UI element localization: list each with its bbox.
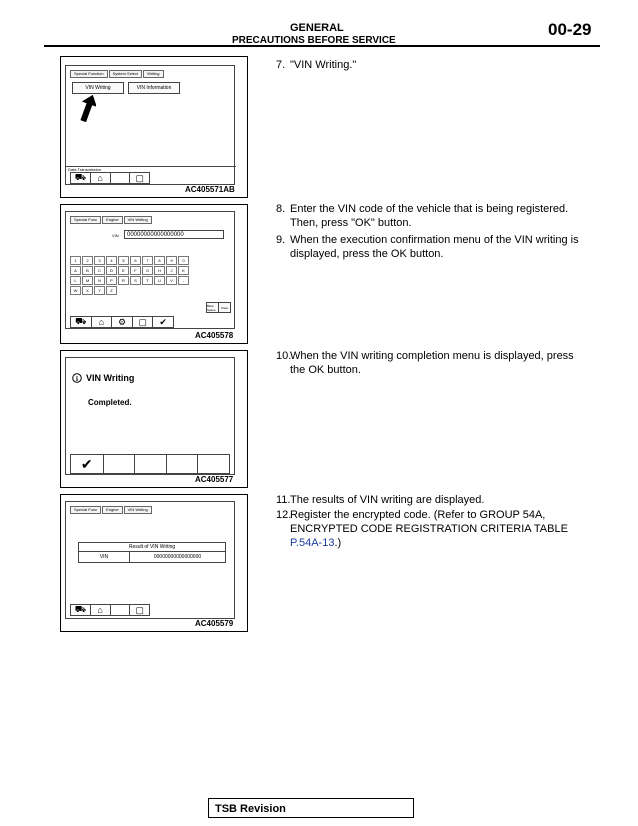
step-text: Register the encrypted code. (Refer to GROUP 54A, — [290, 509, 546, 521]
keyboard-key[interactable]: M — [82, 276, 93, 285]
keyboard-key[interactable]: G — [142, 266, 153, 275]
tsb-revision-box: TSB Revision — [208, 798, 414, 818]
step-12 — [276, 508, 596, 550]
trash-icon[interactable]: ▢ — [133, 317, 154, 327]
keyboard-key[interactable]: 5 — [118, 256, 129, 265]
step-text-cont: displayed, press the OK button. — [290, 248, 444, 260]
dialog-message: Completed. — [88, 398, 132, 407]
vin-input[interactable]: 00000000000000000 — [124, 230, 224, 239]
figure-code: AC405578 — [195, 331, 234, 340]
crumb: Writing — [143, 70, 163, 78]
section-subtitle: PRECAUTIONS BEFORE SERVICE — [232, 35, 396, 46]
crumb: VIN Writing — [124, 216, 152, 224]
keyboard-key[interactable]: 9 — [166, 256, 177, 265]
step-text-cont: ENCRYPTED CODE REGISTRATION CRITERIA TABLE — [290, 523, 568, 535]
keyboard-key[interactable]: L — [70, 276, 81, 285]
dialog-button-bar — [70, 454, 230, 474]
breadcrumb — [70, 216, 152, 224]
step-11 — [276, 493, 596, 507]
crumb: System Select — [109, 70, 143, 78]
check-icon[interactable]: ✔ — [159, 316, 167, 327]
result-row-value: 00000000000000000 — [153, 554, 202, 560]
blank-key[interactable] — [104, 455, 136, 473]
result-row-label: VIN — [79, 552, 130, 562]
home-icon[interactable]: ⌂ — [92, 317, 113, 327]
keyboard-key[interactable]: V — [166, 276, 177, 285]
key-row — [70, 256, 190, 266]
key-row — [70, 266, 190, 276]
step-7 — [276, 58, 596, 72]
keyboard-key[interactable]: B — [82, 266, 93, 275]
breadcrumb — [70, 70, 164, 78]
keyboard-key[interactable]: 4 — [106, 256, 117, 265]
result-row — [79, 552, 225, 562]
keyboard — [70, 256, 190, 296]
step-10 — [276, 349, 596, 377]
step-9 — [276, 233, 596, 261]
step-text: When the VIN writing completion menu is displayed, press — [290, 350, 574, 362]
step-text-cont: the OK button. — [290, 364, 361, 376]
figure-code: AC405579 — [195, 619, 234, 628]
dialog-title: VIN Writing — [86, 373, 135, 383]
vin-writing-button[interactable]: VIN Writing — [72, 82, 124, 94]
arrow-icon — [80, 94, 96, 122]
keyboard-key[interactable]: R — [118, 276, 129, 285]
crumb: Special Func — [70, 216, 101, 224]
vin-information-button[interactable]: VIN Information — [128, 82, 180, 94]
blank-key[interactable] — [198, 455, 229, 473]
trash-icon[interactable]: ▢ — [135, 604, 144, 615]
figure-code: AC405577 — [195, 475, 234, 484]
keyboard-key[interactable]: D — [106, 266, 117, 275]
keyboard-key[interactable]: N — [94, 276, 105, 285]
figure-vin-writing-menu — [60, 56, 248, 198]
step-text: When the execution confirmation menu of the VIN writing is — [290, 234, 579, 246]
check-icon[interactable]: ✔ — [71, 455, 104, 473]
keyboard-key[interactable]: H — [154, 266, 165, 275]
key-row — [70, 286, 190, 296]
home-icon[interactable]: ⌂ — [91, 173, 111, 183]
home-icon[interactable]: ⌂ — [91, 605, 111, 615]
keyboard-key[interactable]: 6 — [130, 256, 141, 265]
key-row — [70, 276, 190, 286]
step-number: 11. — [276, 494, 291, 506]
result-table-title: Result of VIN Writing — [79, 543, 225, 552]
tester-screen — [65, 211, 235, 329]
step-number: 7. — [276, 59, 286, 71]
tester-screen — [65, 501, 235, 619]
keyboard-key[interactable]: X — [82, 286, 93, 295]
car-icon[interactable]: ⛟ — [71, 605, 91, 615]
keyboard-key[interactable]: J — [166, 266, 177, 275]
step-number: 10. — [276, 350, 292, 362]
backspace-key[interactable]: Back Space — [206, 302, 219, 313]
keyboard-key[interactable]: 3 — [94, 256, 105, 265]
page-number: 00-29 — [548, 20, 592, 39]
figure-vin-result — [60, 494, 248, 632]
step-text: "VIN Writing." — [290, 59, 357, 71]
keyboard-key[interactable]: P — [106, 276, 117, 285]
blank-key[interactable] — [111, 173, 131, 183]
step-text: Enter the VIN code of the vehicle that is being registered. — [290, 203, 569, 215]
tester-screen — [65, 357, 235, 475]
trash-icon[interactable]: ▢ — [135, 172, 144, 183]
tester-toolbar — [70, 316, 174, 328]
keyboard-key[interactable]: Y — [94, 286, 105, 295]
step-text-cont: Then, press "OK" button. — [290, 217, 412, 229]
step-text-tail: .) — [334, 537, 342, 549]
status-bar: Data Transmission — [66, 166, 236, 172]
tester-toolbar — [70, 604, 150, 616]
crumb: Special Function — [70, 70, 108, 78]
vin-field-label: VIN — [112, 233, 119, 238]
blank-key[interactable] — [111, 605, 131, 615]
step-number: 8. — [276, 203, 286, 215]
figure-code: AC405571AB — [185, 185, 235, 194]
keyboard-key[interactable]: W — [70, 286, 81, 295]
keyboard-key[interactable]: A — [70, 266, 81, 275]
breadcrumb — [70, 506, 152, 514]
crumb: Engine — [102, 216, 122, 224]
keyboard-key[interactable]: 2 — [82, 256, 93, 265]
step-text: The results of VIN writing are displayed. — [290, 494, 485, 506]
info-icon — [72, 373, 82, 383]
keyboard-key[interactable]: 8 — [154, 256, 165, 265]
figure-vin-completed — [60, 350, 248, 488]
keyboard-key[interactable]: U — [154, 276, 165, 285]
header-rule — [44, 45, 600, 47]
blank-key[interactable] — [135, 455, 167, 473]
car-icon[interactable]: ⛟ — [71, 317, 92, 327]
keyboard-key[interactable]: S — [130, 276, 141, 285]
result-table — [78, 542, 226, 563]
step-number: 12. — [276, 509, 292, 521]
section-title: GENERAL — [290, 22, 344, 34]
tester-toolbar — [70, 172, 150, 184]
clear-key[interactable]: Clear — [218, 302, 231, 313]
tester-screen — [65, 65, 235, 185]
keyboard-key[interactable]: K — [178, 266, 189, 275]
step-8 — [276, 202, 596, 230]
blank-key[interactable] — [167, 455, 199, 473]
crumb: Special Func — [70, 506, 101, 514]
gear-icon[interactable]: ⚙ — [112, 317, 133, 327]
step-number: 9. — [276, 234, 286, 246]
keyboard-key[interactable]: E — [118, 266, 129, 275]
keyboard-key[interactable]: 7 — [142, 256, 153, 265]
keyboard-key[interactable]: 0 — [178, 256, 189, 265]
keyboard-key[interactable]: - — [178, 276, 189, 285]
keyboard-key[interactable]: Z — [106, 286, 117, 295]
keyboard-key[interactable]: C — [94, 266, 105, 275]
keyboard-key[interactable]: T — [142, 276, 153, 285]
keyboard-key[interactable]: F — [130, 266, 141, 275]
car-icon[interactable]: ⛟ — [71, 173, 91, 183]
crumb: Engine — [102, 506, 122, 514]
keyboard-key[interactable]: 1 — [70, 256, 81, 265]
reference-link[interactable]: P.54A-13 — [290, 537, 335, 549]
figure-vin-entry — [60, 204, 248, 344]
svg-text:i: i — [76, 375, 78, 383]
crumb: VIN Writing — [124, 506, 152, 514]
